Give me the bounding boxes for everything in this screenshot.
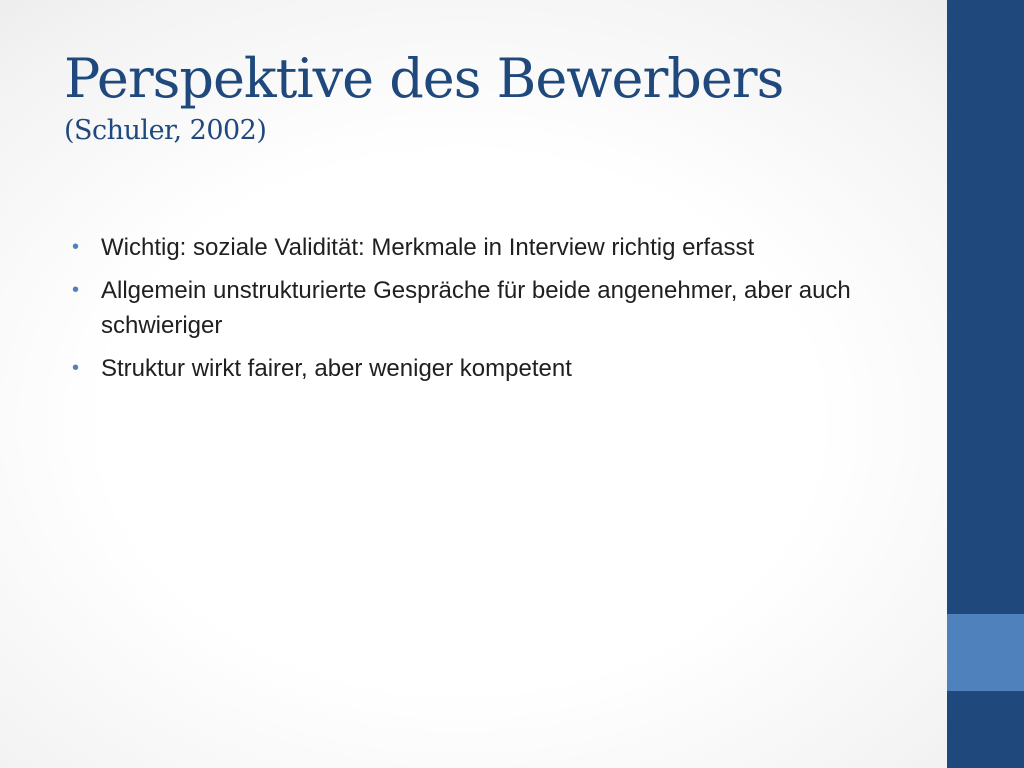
slide-subtitle: (Schuler, 2002) (64, 115, 267, 146)
bullet-icon: • (72, 236, 80, 258)
bullet-item (72, 351, 932, 386)
bullet-item (72, 230, 932, 265)
title-block (64, 44, 934, 148)
bullet-text: Wichtig: soziale Validität: Merkmale in Interview richtig erfasst (101, 234, 755, 261)
bullet-list (72, 230, 932, 394)
slide-title: Perspektive des Bewerbers (64, 47, 784, 110)
side-accent-block (947, 614, 1024, 691)
bullet-item (72, 273, 932, 343)
bullet-icon: • (72, 279, 80, 301)
bullet-text: Struktur wirkt fairer, aber weniger kompetent (101, 355, 572, 382)
bullet-text: Allgemein unstrukturierte Gespräche für beide angenehmer, aber auch schwieriger (101, 277, 851, 339)
bullet-icon: • (72, 357, 80, 379)
